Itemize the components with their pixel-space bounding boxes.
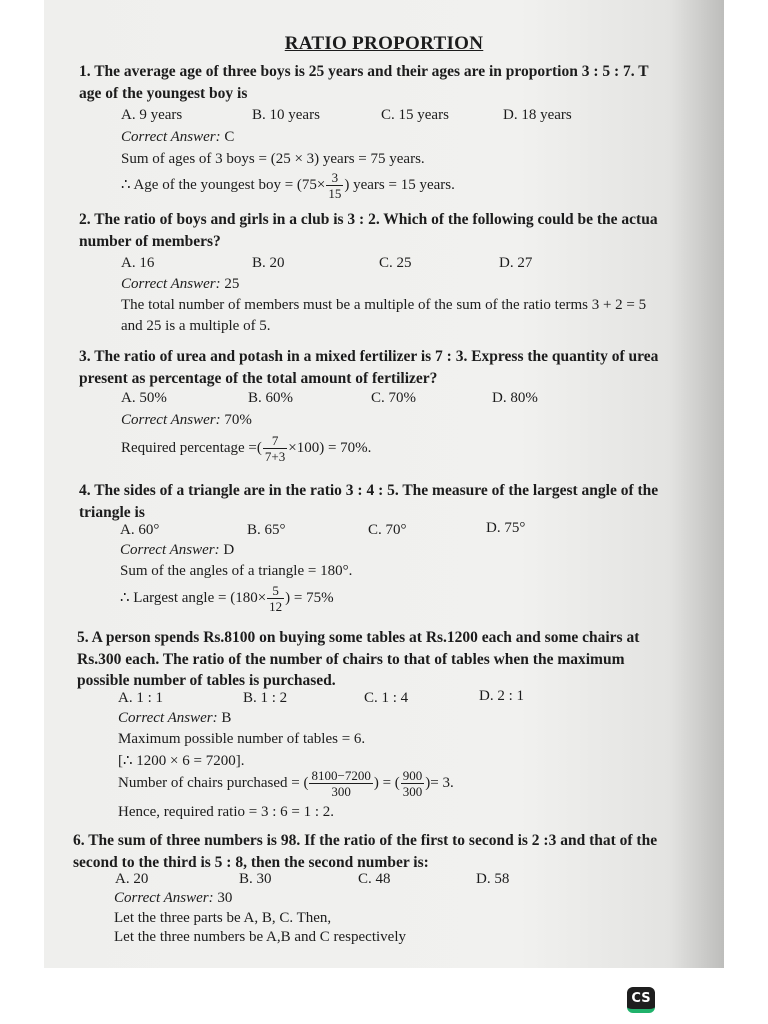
option-d: D. 75° — [486, 520, 526, 536]
fraction — [326, 170, 343, 201]
fraction-denominator: 300 — [402, 784, 423, 799]
answer-label: Correct Answer: — [120, 542, 220, 558]
camscanner-logo-icon: CS — [627, 987, 655, 1013]
fraction-prefix: Number of chairs purchased = ( — [118, 774, 309, 791]
fraction-denominator: 12 — [269, 599, 283, 614]
answer-label: Correct Answer: — [118, 710, 218, 726]
option-d: D. 27 — [499, 255, 533, 271]
question-3-text-cont: present as percentage of the total amount of fertilizer? — [79, 370, 438, 387]
fraction — [401, 768, 425, 799]
fraction-suffix: )= 3. — [425, 774, 454, 791]
fraction-suffix: ×100) = 70%. — [288, 439, 372, 456]
solution-fraction-line — [121, 433, 371, 464]
solution-fraction-line — [121, 170, 455, 201]
solution-fraction-line — [120, 583, 334, 614]
fraction — [309, 768, 372, 799]
fraction-numerator: 8100−7200 — [311, 768, 371, 783]
answer-label: Correct Answer: — [121, 276, 221, 292]
option-c: C. 25 — [379, 255, 412, 271]
fraction-denominator: 7+3 — [264, 449, 286, 464]
solution-line: [∴ 1200 × 6 = 7200]. — [118, 753, 245, 769]
question-6-text: 6. The sum of three numbers is 98. If the ratio of the first to second is 2 :3 and that of the — [73, 832, 658, 849]
option-a: A. 50% — [121, 390, 167, 406]
option-a: A. 9 years — [121, 107, 183, 123]
solution-line: Let the three parts be A, B, C. Then, — [114, 910, 332, 926]
answer-value: D — [223, 542, 235, 558]
option-c: C. 70% — [371, 390, 416, 406]
option-d: D. 80% — [492, 390, 538, 406]
solution-line: and 25 is a multiple of 5. — [121, 318, 271, 334]
option-a: A. 60° — [120, 522, 160, 538]
option-d: D. 18 years — [503, 107, 572, 123]
option-b: B. 1 : 2 — [243, 690, 288, 706]
question-3-text: 3. The ratio of urea and potash in a mixed fertilizer is 7 : 3. Express the quantity of urea — [79, 348, 659, 365]
question-2-text: 2. The ratio of boys and girls in a club is 3 : 2. Which of the following could be the actua — [79, 211, 658, 228]
fraction-prefix: Required percentage =( — [121, 439, 262, 456]
question-4-text-cont: triangle is — [79, 504, 145, 521]
question-5-text: 5. A person spends Rs.8100 on buying some tables at Rs.1200 each and some chairs at — [77, 629, 640, 646]
question-4-text: 4. The sides of a triangle are in the ratio 3 : 4 : 5. The measure of the largest angle of the — [79, 482, 659, 499]
fraction-denominator: 15 — [328, 186, 342, 201]
fraction-prefix: ∴ Age of the youngest boy = (75× — [121, 176, 326, 193]
option-b: B. 20 — [252, 255, 285, 271]
answer-label: Correct Answer: — [121, 412, 221, 428]
fraction-suffix: ) years = 15 years. — [344, 176, 455, 193]
fraction-suffix: ) = 75% — [285, 589, 334, 606]
correct-answer — [121, 129, 234, 146]
option-a: A. 1 : 1 — [118, 690, 163, 706]
fraction-denominator: 300 — [331, 784, 351, 799]
fraction-numerator: 900 — [402, 768, 423, 783]
answer-value: C — [224, 129, 235, 145]
option-b: B. 60% — [248, 390, 293, 406]
question-2-text-cont: number of members? — [79, 233, 221, 250]
fraction — [267, 583, 284, 614]
option-d: D. 2 : 1 — [479, 688, 524, 704]
solution-fraction-line — [118, 768, 454, 799]
option-a: A. 20 — [115, 871, 149, 887]
answer-value: B — [221, 710, 232, 726]
question-5-text-cont-2: possible number of tables is purchased. — [77, 672, 336, 689]
option-c: C. 15 years — [381, 107, 449, 123]
solution-line: Sum of the angles of a triangle = 180°. — [120, 563, 353, 579]
solution-line: Let the three numbers be A,B and C respectively — [114, 929, 406, 945]
solution-line: Sum of ages of 3 boys = (25 × 3) years = 75 years. — [121, 151, 425, 167]
page-title: RATIO PROPORTION — [284, 33, 484, 54]
answer-label: Correct Answer: — [114, 890, 214, 906]
option-b: B. 30 — [239, 871, 272, 887]
fraction-middle: ) = ( — [373, 774, 400, 791]
option-c: C. 1 : 4 — [364, 690, 409, 706]
question-1-text-cont: age of the youngest boy is — [79, 85, 248, 102]
correct-answer — [120, 542, 234, 559]
solution-conclusion: Hence, required ratio = 3 : 6 = 1 : 2. — [118, 804, 335, 820]
question-1-text: 1. The average age of three boys is 25 years and their ages are in proportion 3 : 5 : 7. T — [79, 63, 649, 80]
answer-value: 30 — [217, 890, 233, 906]
answer-value: 70% — [224, 412, 252, 428]
option-b: B. 65° — [247, 522, 286, 538]
fraction-numerator: 3 — [326, 170, 343, 186]
fraction-numerator: 7 — [263, 433, 287, 449]
answer-label: Correct Answer: — [121, 129, 221, 145]
solution-line: The total number of members must be a multiple of the sum of the ratio terms 3 + 2 = 5 — [121, 297, 647, 313]
option-c: C. 48 — [358, 871, 391, 887]
answer-value: 25 — [224, 276, 240, 292]
option-b: B. 10 years — [252, 107, 320, 123]
option-a: A. 16 — [121, 255, 155, 271]
fraction — [263, 433, 287, 464]
scanned-page — [44, 0, 724, 968]
solution-line: Maximum possible number of tables = 6. — [118, 731, 366, 747]
correct-answer — [114, 890, 232, 907]
fraction-prefix: ∴ Largest angle = (180× — [120, 589, 267, 606]
fraction-numerator: 5 — [267, 583, 284, 599]
option-d: D. 58 — [476, 871, 510, 887]
correct-answer — [121, 412, 252, 429]
question-6-text-cont: second to the third is 5 : 8, then the second number is: — [73, 854, 429, 871]
correct-answer — [121, 276, 239, 293]
option-c: C. 70° — [368, 522, 407, 538]
question-5-text-cont: Rs.300 each. The ratio of the number of chairs to that of tables when the maximum — [77, 651, 625, 668]
correct-answer — [118, 710, 231, 727]
